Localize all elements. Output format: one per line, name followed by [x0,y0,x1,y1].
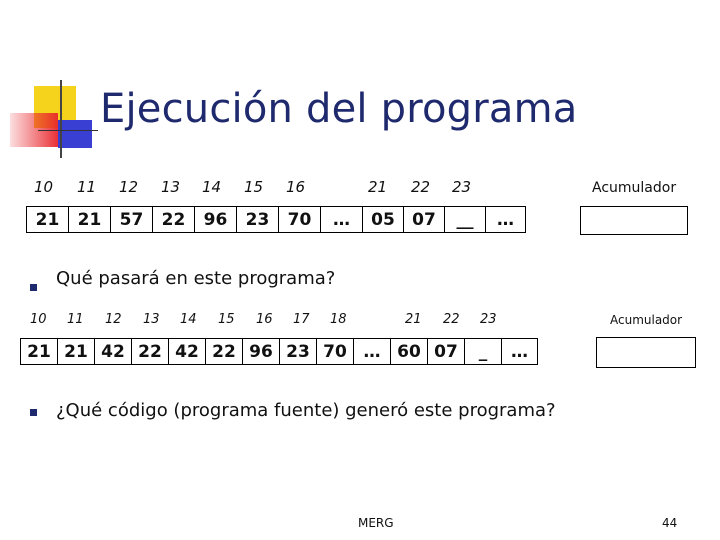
memory-cell: 22 [131,338,168,365]
accumulator-box [580,206,688,235]
address-label: 21 [368,178,388,196]
memory-cell: 96 [194,206,236,233]
address-label: 13 [161,178,181,196]
address-label: 12 [119,178,139,196]
memory-cell: 07 [403,206,444,233]
memory-cell: 42 [168,338,205,365]
question-text: ¿Qué código (programa fuente) generó este programa? [56,400,556,421]
address-label: 23 [452,178,472,196]
memory-cell: … [353,338,390,365]
memory-cell: 60 [390,338,427,365]
vertical-line [60,80,62,158]
question-text: Qué pasará en este programa? [56,268,336,289]
memory-cell: 07 [427,338,464,365]
address-label: 18 [330,312,347,327]
memory-cell: 22 [152,206,194,233]
address-label: 14 [180,312,197,327]
memory-cell: 21 [57,338,94,365]
address-label: 21 [405,312,422,327]
address-label: 15 [244,178,264,196]
address-label: 10 [30,312,47,327]
address-label: 11 [67,312,84,327]
memory-cell: _ [464,338,501,365]
address-label: 16 [286,178,306,196]
accumulator-label: Acumulador [592,180,677,196]
memory-cell: 42 [94,338,131,365]
memory-cell: … [501,338,538,365]
bottom-memory-row [20,338,538,367]
accumulator-box [596,337,696,368]
memory-cell: __ [444,206,485,233]
memory-cell: 22 [205,338,242,365]
memory-cell: 21 [20,338,57,365]
memory-cell: 70 [278,206,320,233]
footer-author: MERG [358,516,394,530]
blue-square [58,120,92,148]
memory-cell: 21 [68,206,110,233]
address-label: 17 [293,312,310,327]
top-memory-row [26,206,526,235]
address-label: 23 [480,312,497,327]
bullet-marker [30,284,37,291]
memory-cell: … [320,206,362,233]
slide-title: Ejecución del programa [100,86,578,132]
memory-cell: 57 [110,206,152,233]
memory-cell: 23 [236,206,278,233]
accumulator-label: Acumulador [610,313,683,327]
address-label: 13 [143,312,160,327]
address-label: 16 [256,312,273,327]
horizontal-line [38,130,98,131]
memory-cell: 21 [26,206,68,233]
address-label: 14 [202,178,222,196]
memory-cell: 70 [316,338,353,365]
address-label: 22 [443,312,460,327]
address-label: 15 [218,312,235,327]
page-number: 44 [662,516,678,530]
memory-cell: 05 [362,206,403,233]
memory-cell: … [485,206,526,233]
memory-cell: 96 [242,338,279,365]
address-label: 22 [411,178,431,196]
bullet-marker [30,409,37,416]
address-label: 11 [77,178,97,196]
address-label: 10 [34,178,54,196]
address-label: 12 [105,312,122,327]
memory-cell: 23 [279,338,316,365]
